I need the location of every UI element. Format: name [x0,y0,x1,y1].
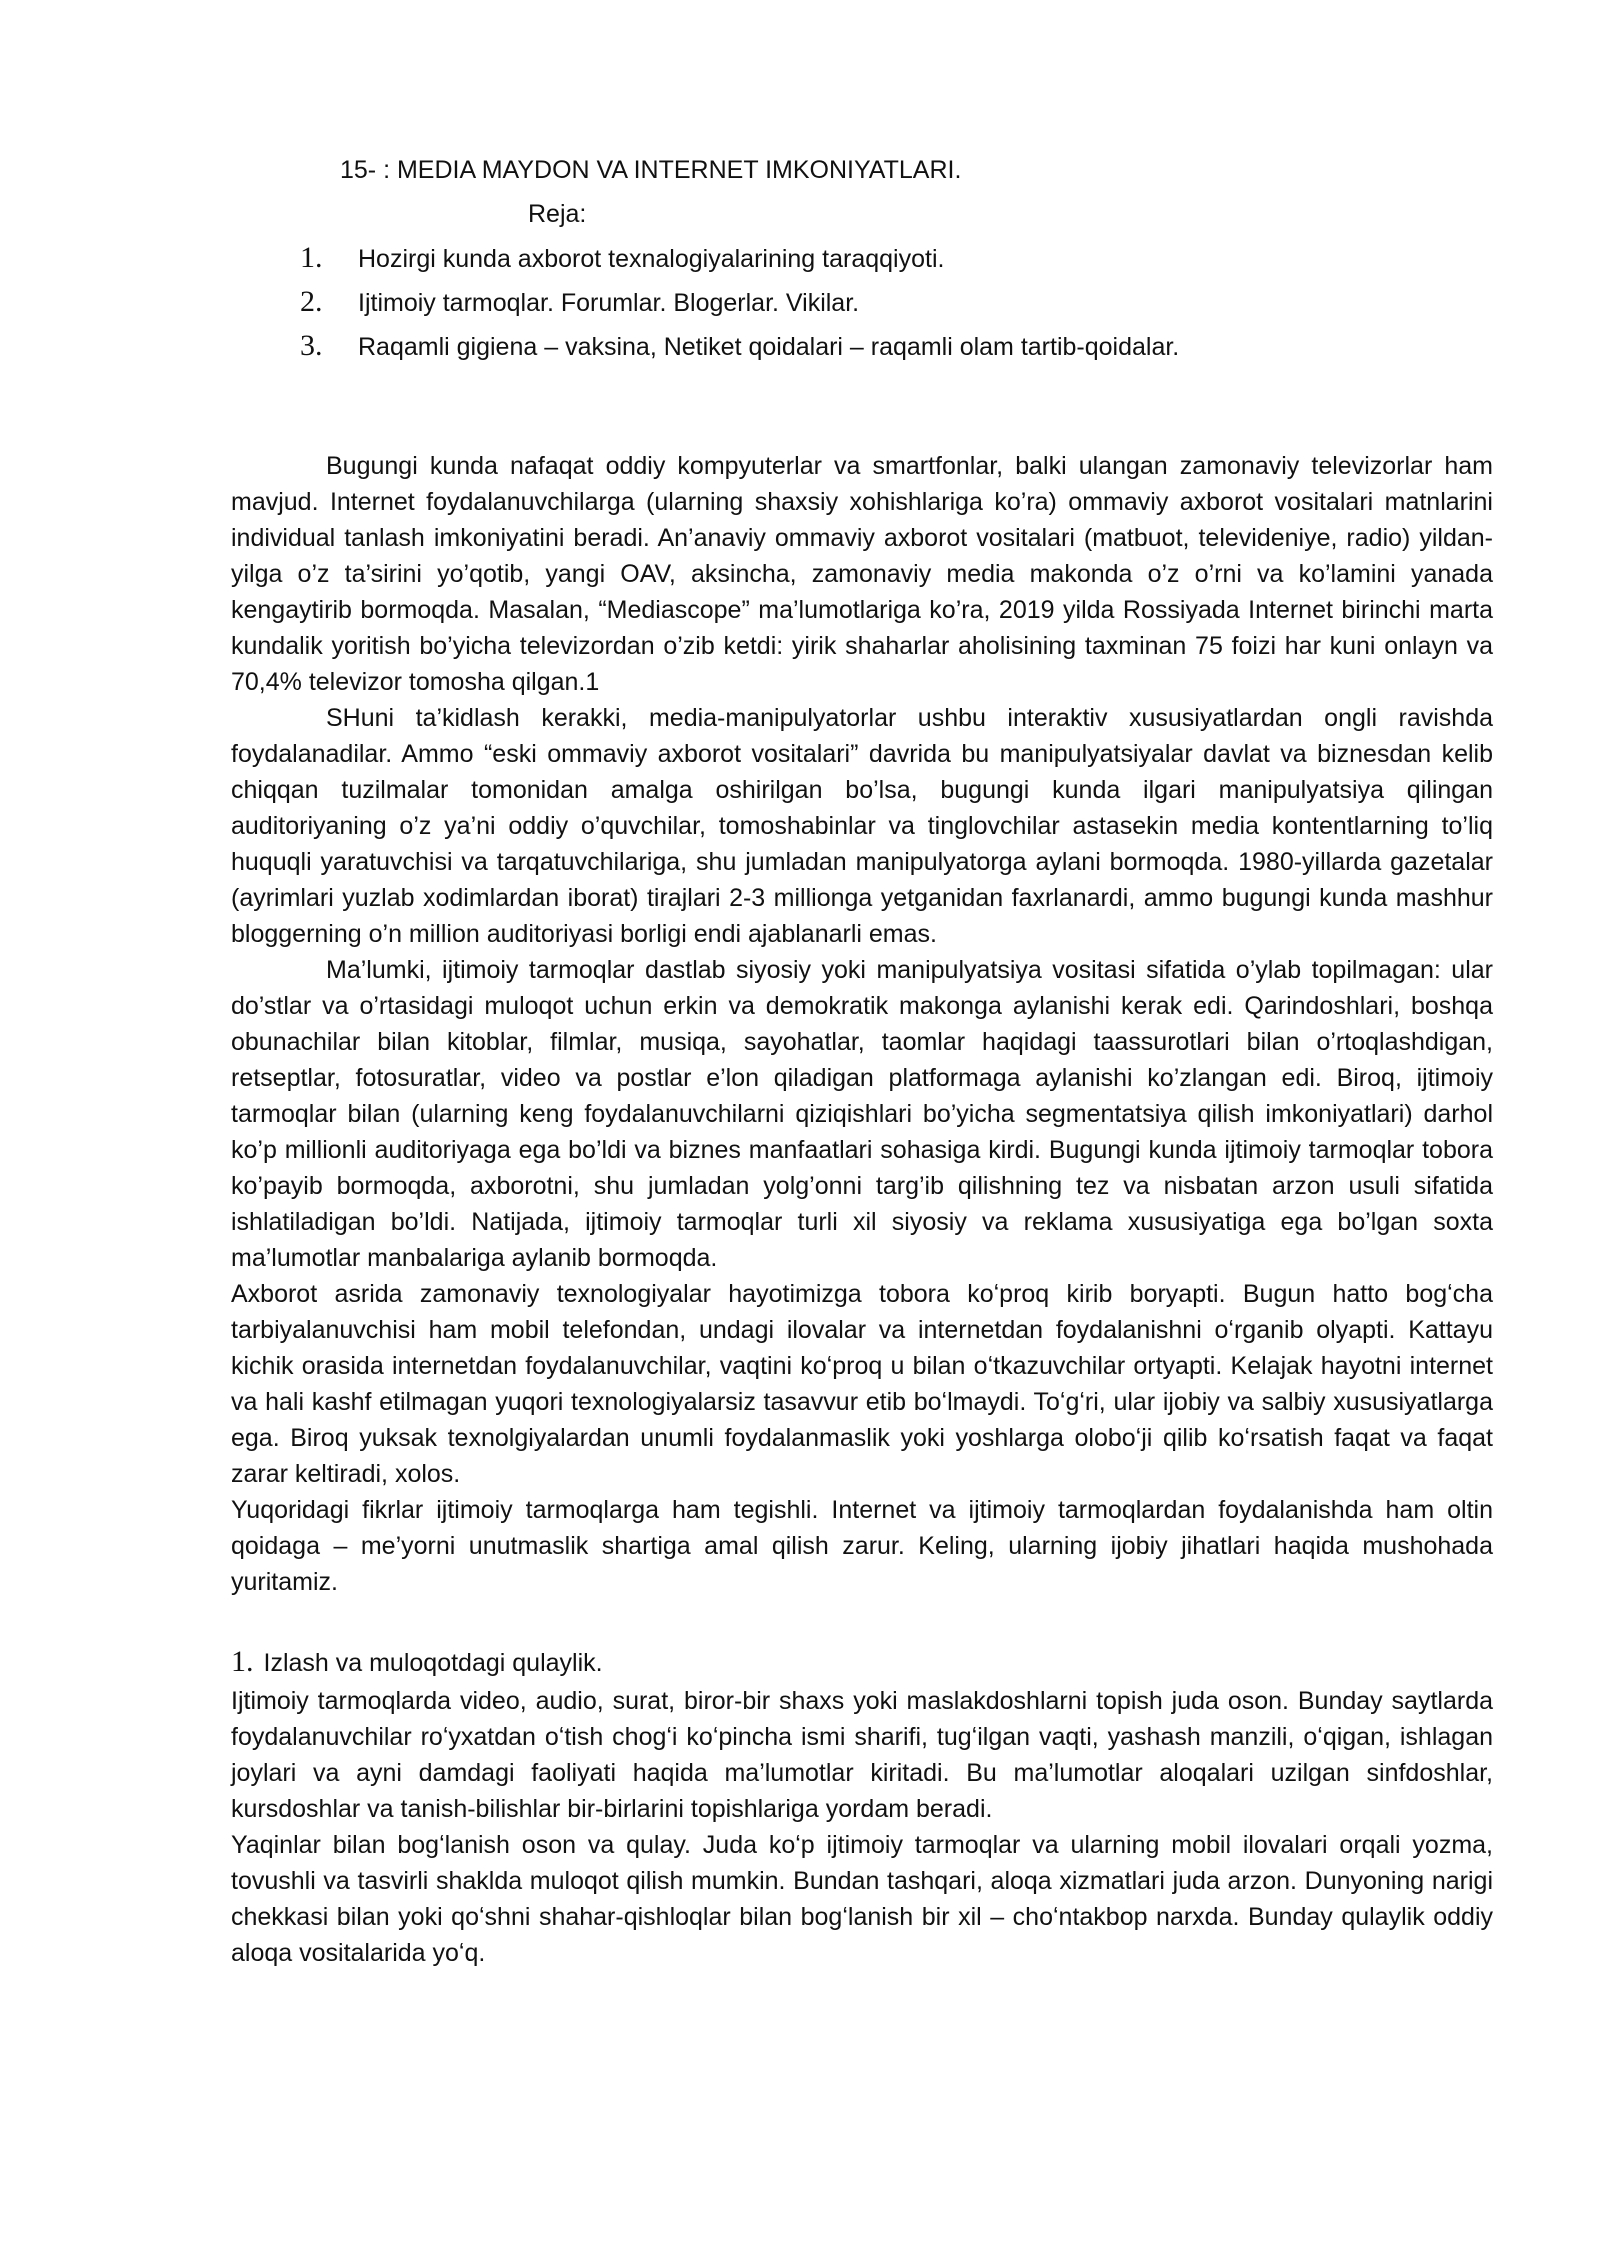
body-paragraph: Bugungi kunda nafaqat oddiy kompyuterlar va smartfonlar, balki ulangan zamonaviy televizorlar ham mavjud. Internet foydalanuvchilarga (ularning shaxsiy xohishlariga ko’ra) ommaviy axborot vositalari matnlarini individual tanlash imkoniyatini beradi. An’anaviy ommaviy axborot vositalari (matbuot, televideniye, radio) yildan-yilga o’z ta’sirini yo’qotib, yangi OAV, aksincha, zamonaviy media makonda o’z o’rni va ko’lamini yanada kengaytirib bormoqda. Masalan, “Mediascope” ma’lumotlariga ko’ra, 2019 yilda Rossiyada Internet birinchi marta kundalik yoritish bo’yicha televizordan o’zib ketdi: yirik shaharlar aholisining taxminan 75 foizi har kuni onlayn va 70,4% televizor tomosha qilgan.1 [231,452,1493,696]
plan-item-number: 1. [300,241,323,274]
plan-item-text: Ijtimoiy tarmoqlar. Forumlar. Blogerlar. Vikilar. [358,289,860,317]
plan-item-text: Raqamli gigiena – vaksina, Netiket qoidalari – raqamli olam tartib-qoidalar. [358,333,1180,361]
body-paragraph: Yuqoridagi fikrlar ijtimoiy tarmoqlarga ham tegishli. Internet va ijtimoiy tarmoqlardan foydalanishda ham oltin qoidaga – me’yorni unutmaslik shartiga amal qilish zarur. Keling, ularning ijobiy jihatlari haqida mushohada yuritamiz. [231,1496,1493,1596]
section-heading [231,1642,1493,1683]
body-paragraph: SHuni ta’kidlash kerakki, media-manipulyatorlar ushbu interaktiv xususiyatlardan ongli ravishda foydalanadilar. Ammo “eski ommaviy axborot vositalari” davrida bu manipulyatsiyalar davlat va biznesdan kelib chiqqan tuzilmalar tomonidan amalga oshirilgan bo’lsa, bugungi kunda ilgari manipulyatsiya qilingan auditoriyaning o’z ya’ni oddiy o’quvchilar, tomoshabinlar va tinglovchilar astasekin media kontentlarning to’liq huquqli yaratuvchisi va tarqatuvchilariga, shu jumladan manipulyatorga aylani bormoqda. 1980-yillarda gazetalar (ayrimlari yuzlab xodimlardan iborat) tirajlari 2-3 millionga yetganidan faxrlanardi, ammo bugungi kunda mashhur bloggerning o’n million auditoriyasi borligi endi ajablanarli emas. [231,704,1493,948]
plan-item [300,236,1400,280]
page-title: 15- : MEDIA MAYDON VA INTERNET IMKONIYATLARI. [340,156,962,184]
plan-list [300,236,1400,368]
body-paragraph: Ma’lumki, ijtimoiy tarmoqlar dastlab siyosiy yoki manipulyatsiya vositasi sifatida o’ylab topilmagan: ular do’stlar va o’rtasidagi muloqot uchun erkin va demokratik makonga aylanishi kerak edi. Qarindoshlari, boshqa obunachilar bilan kitoblar, filmlar, musiqa, sayohatlar, taomlar haqidagi taassurotlari bilan o’rtoqlashdigan, retseptlar, fotosuratlar, video va postlar e’lon qiladigan platformaga aylanishi ko’zlangan edi. Biroq, ijtimoiy tarmoqlar bilan (ularning keng foydalanuvchilarni qiziqishlari bo’yicha segmentatsiya qilish imkoniyatlari) darhol ko’p millionli auditoriyaga ega bo’ldi va biznes manfaatlari sohasiga kirdi. Bugungi kunda ijtimoiy tarmoqlar tobora ko’payib bormoqda, axborotni, shu jumladan yolg’onni targ’ib qilishning tez va nisbatan arzon usuli sifatida ishlatiladigan bo’ldi. Natijada, ijtimoiy tarmoqlar turli xil siyosiy va reklama xususiyatiga ega bo’lgan soxta ma’lumotlar manbalariga aylanib bormoqda. [231,956,1493,1272]
plan-item-number: 3. [300,329,323,362]
section-number: 1. [231,1645,254,1678]
section-paragraph: Yaqinlar bilan bogʻlanish oson va qulay. Juda koʻp ijtimoiy tarmoqlar va ularning mobil ilovalari orqali yozma, tovushli va tasvirli shaklda muloqot qilish mumkin. Bundan tashqari, aloqa xizmatlari juda arzon. Dunyoning narigi chekkasi bilan yoki qoʻshni shahar-qishloqlar bilan bogʻlanish bir xil – choʻntakbop narxda. Bunday qulaylik oddiy aloqa vositalarida yoʻq. [231,1831,1493,1967]
section-heading-text: Izlash va muloqotdagi qulaylik. [263,1649,603,1677]
plan-label: Reja: [528,200,587,228]
plan-item [300,324,1400,368]
document-body [231,448,1493,1971]
plan-item [300,280,1400,324]
plan-item-number: 2. [300,285,323,318]
plan-item-text: Hozirgi kunda axborot texnalogiyalarining taraqqiyoti. [358,245,945,273]
body-paragraph: Axborot asrida zamonaviy texnologiyalar hayotimizga tobora koʻproq kirib boryapti. Bugun hatto bogʻcha tarbiyalanuvchisi ham mobil telefondan, undagi ilovalar va internetdan foydalanishni oʻrganib olyapti. Kattayu kichik orasida internetdan foydalanuvchilar, vaqtini koʻproq u bilan oʻtkazuvchilar ortyapti. Kelajak hayotni internet va hali kashf etilmagan yuqori texnologiyalarsiz tasavvur etib boʻlmaydi. Toʻgʻri, ular ijobiy va salbiy xususiyatlarga ega. Biroq yuksak texnolgiyalardan unumli foydalanmaslik yoki yoshlarga oloboʻji qilib koʻrsatish faqat va faqat zarar keltiradi, xolos. [231,1280,1493,1488]
section-paragraph: Ijtimoiy tarmoqlarda video, audio, surat, biror-bir shaxs yoki maslakdoshlarni topish juda oson. Bunday saytlarda foydalanuvchilar roʻyxatdan oʻtish chogʻi koʻpincha ismi sharifi, tugʻilgan vaqti, yashash manzili, oʻqigan, ishlagan joylari va ayni damdagi faoliyati haqida ma’lumotlar kiritadi. Bu ma’lumotlar aloqalari uzilgan sinfdoshlar, kursdoshlar va tanish-bilishlar bir-birlarini topishlariga yordam beradi. [231,1687,1493,1823]
